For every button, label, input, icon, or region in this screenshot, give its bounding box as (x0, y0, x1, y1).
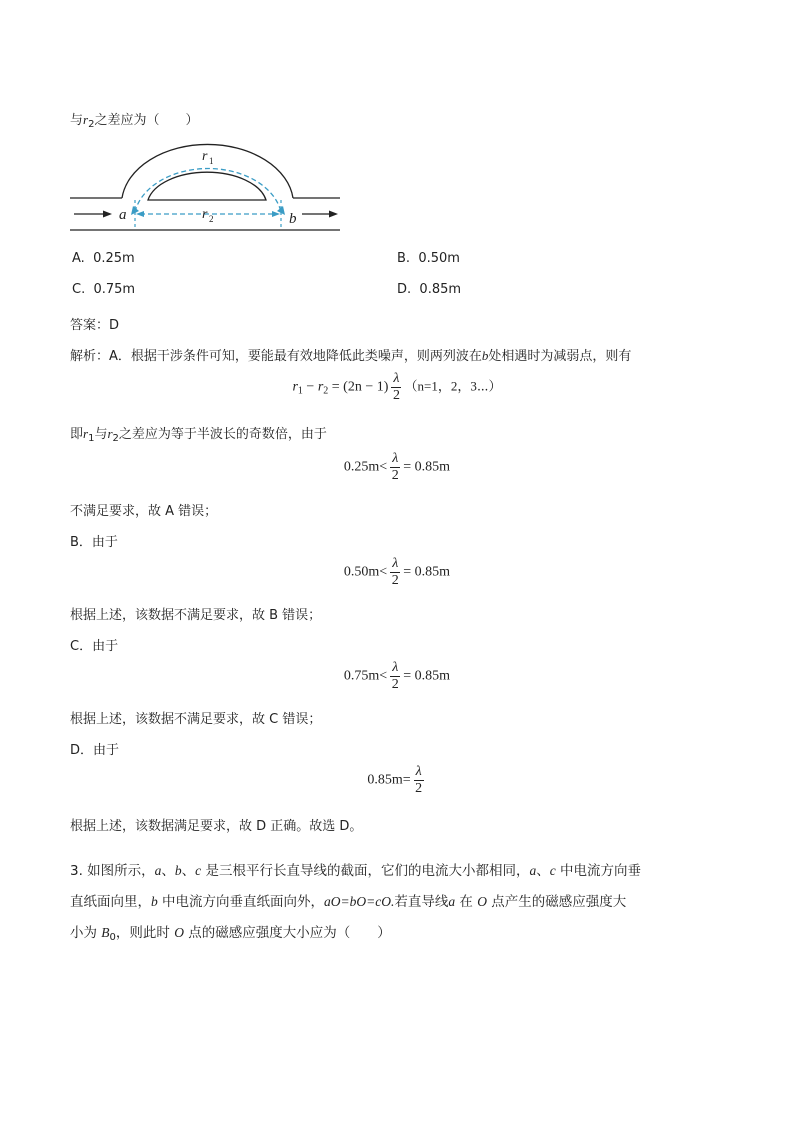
label-r2-sub: 2 (209, 214, 214, 224)
equation-1: $r_1 - r_2 = (2n - 1)$ $\frac{\lambda}{2}$ （n=1，2，3⋯） (292, 371, 502, 403)
intro-rest: 之差应为（ ） (94, 113, 199, 128)
analysis-head-c: C．由于 (70, 639, 119, 654)
r1-dashed-path (135, 169, 281, 212)
label-r1-sub: 1 (209, 156, 214, 166)
outflow-arrow-head (329, 211, 338, 218)
label-r1: r (202, 149, 208, 164)
analysis-head-b: B．由于 (70, 535, 118, 550)
label-a: a (119, 207, 127, 223)
analysis-line-b: 根据上述，该数据不满足要求，故 B 错误； (70, 608, 322, 623)
equation-a: 0.25m< $\frac{\lambda}{2}$ = 0.85m (343, 451, 451, 483)
intro-line (70, 109, 198, 130)
analysis-head-d: D．由于 (70, 743, 120, 758)
analysis-line-1: 解析：A．根据干涉条件可知，要能最有效地降低此类噪声，则两列波在b处相遇时为减弱点，则有 (70, 348, 632, 364)
option-a[interactable]: A. 0.25m (72, 251, 135, 266)
eq1-fraction: $\frac{\lambda}{2}$ (392, 371, 400, 403)
option-d[interactable]: D. 0.85m (397, 282, 462, 297)
label-b: b (289, 211, 297, 227)
label-r2: r (202, 207, 208, 222)
intro-r2-sub: 2 (88, 119, 95, 130)
interference-pipe-diagram (70, 140, 345, 235)
question3-line-2: 直纸面向里，b 中电流方向垂直纸面向外，aO=bO=cO.若直导线a 在 O 点产生的磁感应强度大 (70, 894, 627, 910)
analysis-line-d: 根据上述，该数据满足要求，故 D 正确。故选 D。 (70, 819, 363, 834)
inflow-arrow-head (103, 211, 112, 218)
intro-prefix: 与 (70, 113, 84, 128)
question3-line-3: 小为 $B_0$，则此时 O 点的磁感应强度大小应为（ ） (70, 925, 391, 943)
analysis-line-2: 即$r_1$与$r_2$之差应为等于半波长的奇数倍，由于 (70, 426, 327, 444)
analysis-line-a: 不满足要求，故 A 错误； (70, 504, 218, 519)
answer-line: 答案：D (70, 318, 120, 333)
question3-line-1: 3. 如图所示，a、b、c 是三根平行长直导线的截面，它们的电流大小都相同，a、c 中电流方向垂 (70, 863, 642, 879)
equation-d: 0.85m= $\frac{\lambda}{2}$ (367, 764, 423, 796)
equation-b: 0.50m< $\frac{\lambda}{2}$ = 0.85m (343, 556, 451, 588)
analysis-line-c: 根据上述，该数据不满足要求，故 C 错误； (70, 712, 322, 727)
intro-r2: r (83, 112, 89, 127)
equation-c: 0.75m< $\frac{\lambda}{2}$ = 0.85m (343, 660, 451, 692)
option-b[interactable]: B. 0.50m (397, 251, 460, 266)
option-c[interactable]: C. 0.75m (72, 282, 136, 297)
